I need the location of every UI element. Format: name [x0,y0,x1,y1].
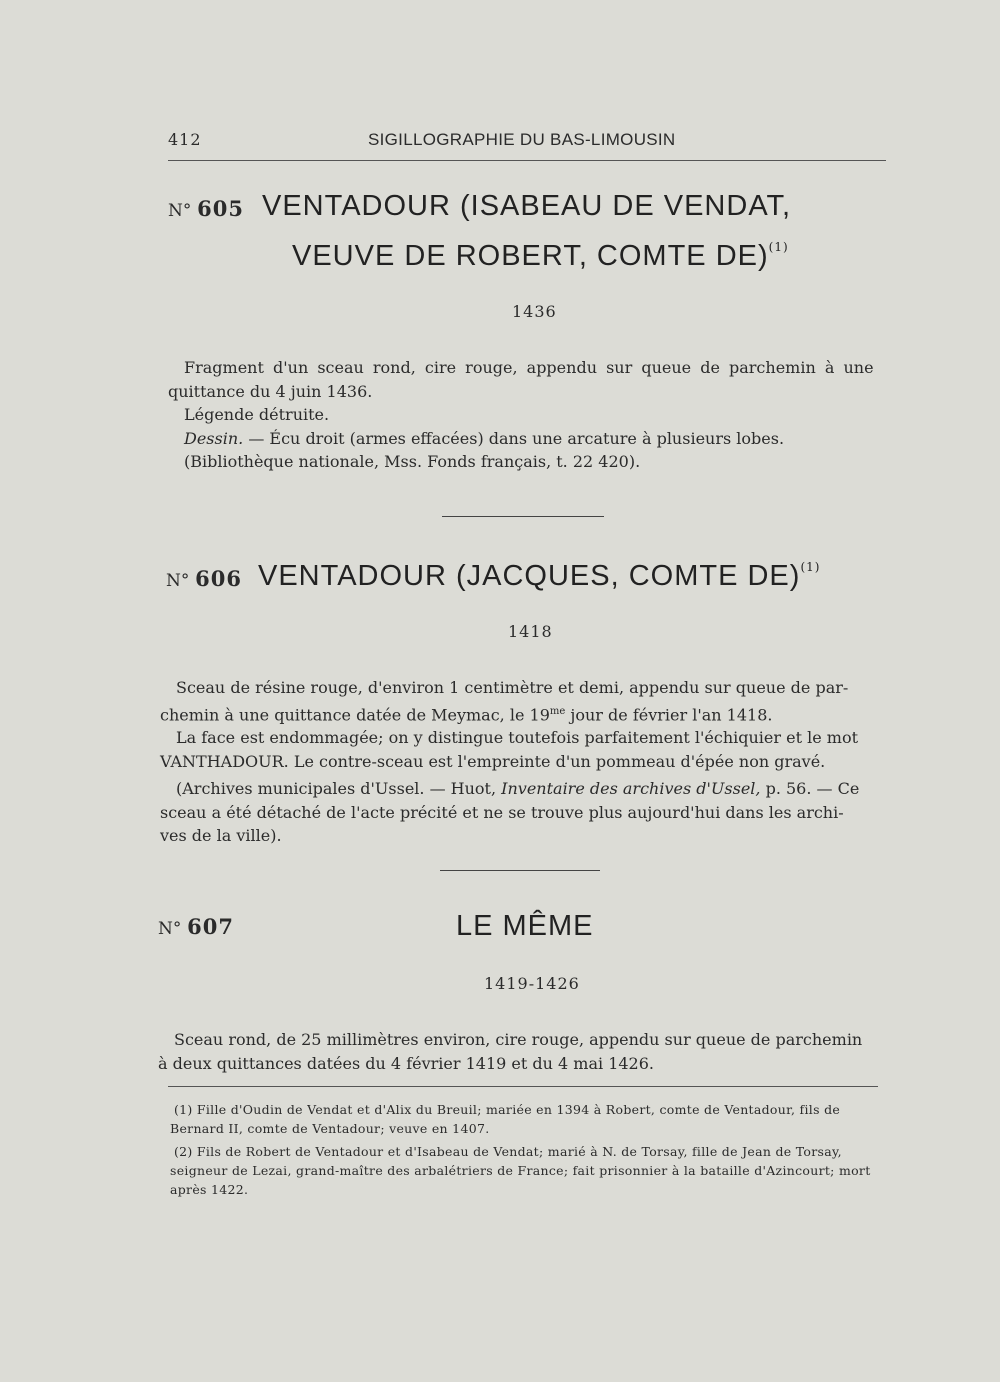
entry-605-description [168,356,884,474]
entry-605-number [168,196,244,221]
entry-607-number [158,914,234,939]
entry-605-title-line2 [292,240,789,273]
section-separator [442,516,604,517]
footnote-line: Bernard II, comte de Ventadour; veuve en 1407. [170,1121,490,1136]
title-text: VENTADOUR (JACQUES, COMTE DE) [258,560,801,592]
entry-606-number [166,566,242,591]
entry-606-title [258,560,820,593]
text-line: à deux quittances datées du 4 février 1419 et du 4 mai 1426. [158,1053,654,1073]
text-line [160,700,884,727]
superscript: me [549,705,566,717]
entry-label: N° [158,919,182,939]
text-line: Fragment d'un sceau rond, cire rouge, appendu sur queue de parchemin à une [184,358,874,377]
entry-607-description [158,1028,882,1075]
text-run: chemin à une quittance datée de Meymac, le 19 [160,704,550,724]
section-separator [440,870,600,871]
entry-605-title-line1: VENTADOUR (ISABEAU DE VENDAT, [262,190,792,222]
text-line: ves de la ville). [160,826,282,846]
footnote-2 [170,1142,871,1199]
running-head [168,128,884,158]
entry-label: N° [168,201,192,221]
page-number: 412 [168,130,202,149]
footnote-line: après 1422. [170,1182,249,1197]
text-line: (Bibliothèque nationale, Mss. Fonds français, t. 22 420). [184,452,641,471]
entry-607-title: LE MÊME [456,910,594,942]
text-line: Sceau de résine rouge, d'environ 1 centimètre et demi, appendu sur queue de par- [176,678,849,697]
text-line [168,427,884,451]
footnote-ref: (1) [800,560,821,574]
entry-number: 606 [195,566,242,591]
italic-title: Inventaire des archives d'Ussel, [501,779,761,799]
text-line: VANTHADOUR. Le contre-sceau est l'empreinte d'un pommeau d'épée non gravé. [160,751,826,771]
footnote-line: (2) Fils de Robert de Ventadour et d'Isabeau de Vendat; marié à N. de Torsay, fille de Jean de Torsay, [174,1144,842,1159]
footnote-line: seigneur de Lezai, grand-maître des arbalétriers de France; fait prisonnier à la bataille d'Azincourt; mort [170,1163,871,1178]
running-title: SIGILLOGRAPHIE DU BAS-LIMOUSIN [368,130,676,149]
entry-number: 605 [197,196,244,221]
footnote-rule [168,1086,878,1087]
text-run: p. 56. — Ce [760,779,860,799]
header-rule [168,160,886,161]
entry-605-date: 1436 [512,302,557,321]
text-line: sceau a été détaché de l'acte précité et ne se trouve plus aujourd'hui dans les archi- [160,802,844,822]
text-line [160,777,884,801]
footnote-ref: (1) [768,240,789,254]
footnote-1 [170,1100,840,1138]
text-line: La face est endommagée; on y distingue toutefois parfaitement l'échiquier et le mot [176,728,859,748]
title-text: VEUVE DE ROBERT, COMTE DE) [292,240,769,272]
italic-label: Dessin. [184,428,244,448]
text-run: (Archives municipales d'Ussel. — Huot, [176,779,502,799]
entry-number: 607 [187,914,234,939]
footnote-line: (1) Fille d'Oudin de Vendat et d'Alix du Breuil; mariée en 1394 à Robert, comte de Ventadour, fils de [174,1102,841,1117]
entry-607-date: 1419-1426 [484,974,580,993]
entry-606-date: 1418 [508,622,553,641]
text-line: quittance du 4 juin 1436. [168,381,373,401]
text-run: jour de février l'an 1418. [565,704,773,724]
text-line: Sceau rond, de 25 millimètres environ, cire rouge, appendu sur queue de parchemin [174,1030,863,1049]
text-line: Légende détruite. [184,405,330,424]
text-run: — Écu droit (armes effacées) dans une arcature à plusieurs lobes. [243,428,785,448]
entry-606-description [160,676,884,848]
entry-label: N° [166,571,190,591]
